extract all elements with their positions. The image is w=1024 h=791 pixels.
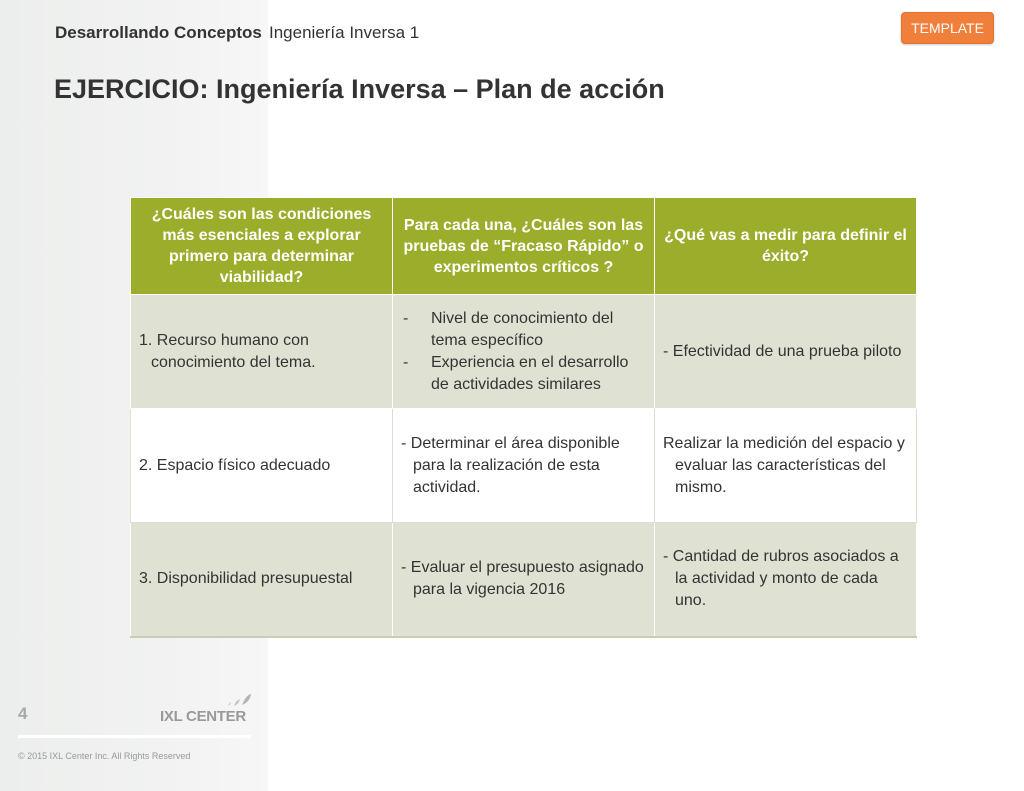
tests-text: - Evaluar el presupuesto asignado para la vigencia 2016 [401, 559, 644, 599]
measure-cell [655, 295, 917, 409]
section-label: Desarrollando Conceptos [55, 23, 262, 42]
measure-text: - Efectividad de una prueba piloto [663, 342, 902, 360]
header-success-measure: ¿Qué vas a medir para definir el éxito? [655, 198, 917, 295]
condition-cell [131, 523, 393, 637]
footer-divider [18, 735, 251, 738]
header-fail-fast-tests: Para cada una, ¿Cuáles son las pruebas de “Fracaso Rápido” o experimentos críticos ? [393, 198, 655, 295]
page-title: EJERCICIO: Ingeniería Inversa – Plan de acción [54, 74, 665, 104]
header-conditions: ¿Cuáles son las condiciones más esenciales a explorar primero para determinar viabilidad? [131, 198, 393, 295]
tests-text: - Determinar el área disponible para la realización de esta actividad. [401, 434, 620, 496]
table-row [131, 409, 917, 523]
logo-text: IXL CENTER [160, 708, 246, 725]
measure-text: - Cantidad de rubros asociados a la actividad y monto de cada uno. [663, 548, 899, 610]
tests-list [401, 308, 646, 396]
measure-cell [655, 523, 917, 637]
table-row [131, 523, 917, 637]
measure-text: Realizar la medición del espacio y evaluar las características del mismo. [663, 434, 905, 496]
action-plan-table [130, 197, 917, 638]
condition-cell [131, 409, 393, 523]
table-header-row [131, 198, 917, 295]
condition-text: 3. Disponibilidad presupuestal [139, 570, 353, 588]
condition-cell [131, 295, 393, 409]
page-number: 4 [18, 704, 28, 723]
list-item: - Experiencia en el desarrollo de actividades similares [401, 352, 646, 396]
list-item: - Nivel de conocimiento del tema específico [401, 308, 646, 352]
measure-cell [655, 409, 917, 523]
template-badge: TEMPLATE [901, 12, 994, 44]
tests-cell [393, 523, 655, 637]
tests-cell [393, 295, 655, 409]
copyright-text: © 2015 IXL Center Inc. All Rights Reserved [18, 751, 191, 761]
tests-cell [393, 409, 655, 523]
condition-text: 1. Recurso humano con conocimiento del tema. [139, 331, 316, 371]
condition-text: 2. Espacio físico adecuado [139, 456, 331, 474]
ixl-center-logo [160, 693, 252, 725]
leaf-icon [160, 693, 252, 709]
subsection-label: Ingeniería Inversa 1 [269, 23, 420, 42]
table-row [131, 295, 917, 409]
